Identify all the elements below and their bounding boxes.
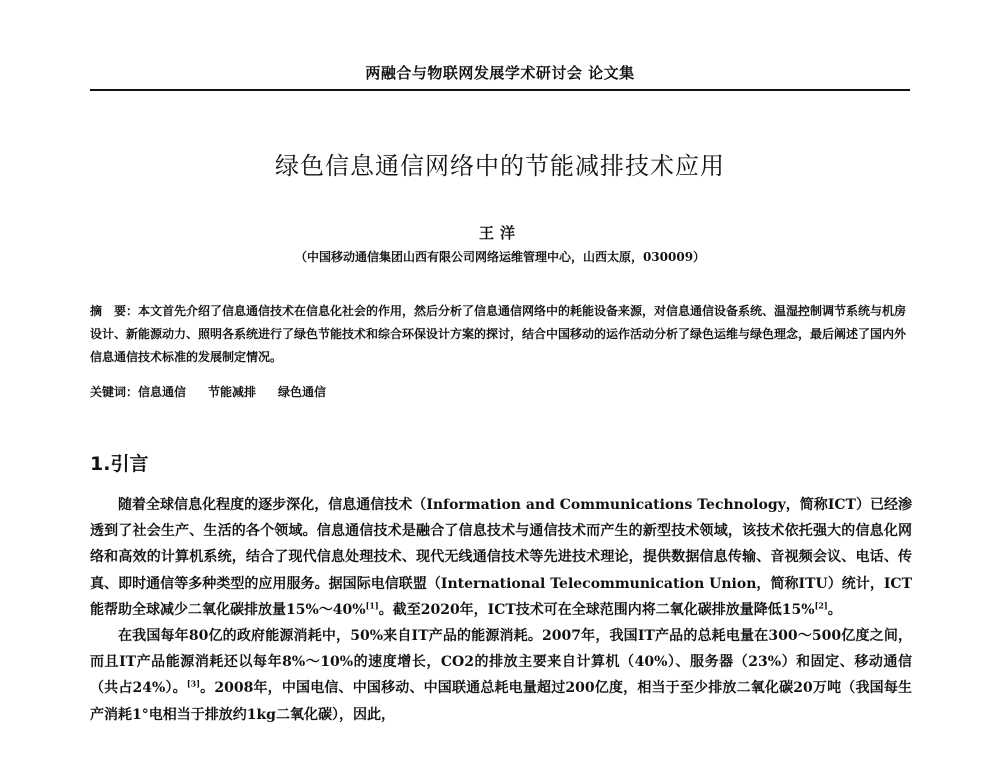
citation-ref: [2] — [814, 600, 828, 611]
author-name: 王洋 — [478, 224, 521, 242]
paragraph-text: 。 — [827, 601, 842, 618]
paragraph-text: 。截至2020年，ICT技术可在全球范围内将二氧化碳排放量降低15% — [378, 601, 815, 618]
keyword-item: 节能减排 — [208, 385, 257, 399]
author-affiliation: （中国移动通信集团山西有限公司网络运维管理中心，山西太原，030009） — [294, 250, 706, 264]
running-header-text: 两融合与物联网发展学术研讨会 论文集 — [365, 64, 635, 82]
paragraph — [90, 623, 912, 728]
abstract-label: 摘 要： — [90, 304, 139, 318]
keyword-item: 绿色通信 — [278, 385, 327, 399]
keywords — [90, 383, 910, 400]
abstract-text: 本文首先介绍了信息通信技术在信息化社会的作用，然后分析了信息通信网络中的耗能设备来源，对信息通信设备系统、温湿控制调节系统与机房设计、新能源动力、照明各系统进行了绿色节能技术和综合环保设计方案的探讨，结合中国移动的运作活动分析了绿色运维与绿色理念，最后阐述了国内外信息通信技术标准的发展制定情况。 — [90, 304, 907, 364]
paragraph — [90, 492, 912, 623]
body-text — [90, 492, 912, 728]
citation-ref: [3] — [186, 678, 200, 689]
paragraph-text: 随着全球信息化程度的逐步深化，信息通信技术（Information and Communications Technology，简称ICT）已经渗透到了社会生产、生活的各个领域。信息通信技术是融合了信息技术与通信技术而产生的新型技术领域，该技术依托强大的信息化网络和高效的计算机系统，结合了现代信息处理技术、现代无线通信技术等先进技术理论，提供数据信息传输、音视频会议、电话、传真、即时通信等多种类型的应用服务。据国际电信联盟（International Telecommunication Union，简称ITU）统计，ICT能帮助全球减少二氧化碳排放量15%～40% — [90, 497, 912, 618]
paragraph-text: 在我国每年80亿的政府能源消耗中，50%来自IT产品的能源消耗。2007年，我国IT产品的总耗电量在300～500亿度之间，而且IT产品能源消耗还以每年8%～10%的速度增长，CO2的排放主要来自计算机（40%）、服务器（23%）和固定、移动通信（共占24%）。 — [90, 628, 912, 697]
keywords-label: 关键词： — [90, 385, 139, 399]
paper-title: 绿色信息通信网络中的节能减排技术应用 — [275, 152, 725, 180]
abstract — [90, 300, 910, 369]
running-header — [90, 62, 910, 91]
paragraph-text: 。2008年，中国电信、中国移动、中国联通总耗电量超过200亿度，相当于至少排放二氧化碳20万吨（我国每生产消耗1°电相当于排放约1kg二氧化碳），因此， — [90, 680, 912, 723]
citation-ref: [1] — [365, 600, 379, 611]
section-heading: 1.引言 — [90, 453, 149, 475]
keyword-item: 信息通信 — [138, 385, 187, 399]
